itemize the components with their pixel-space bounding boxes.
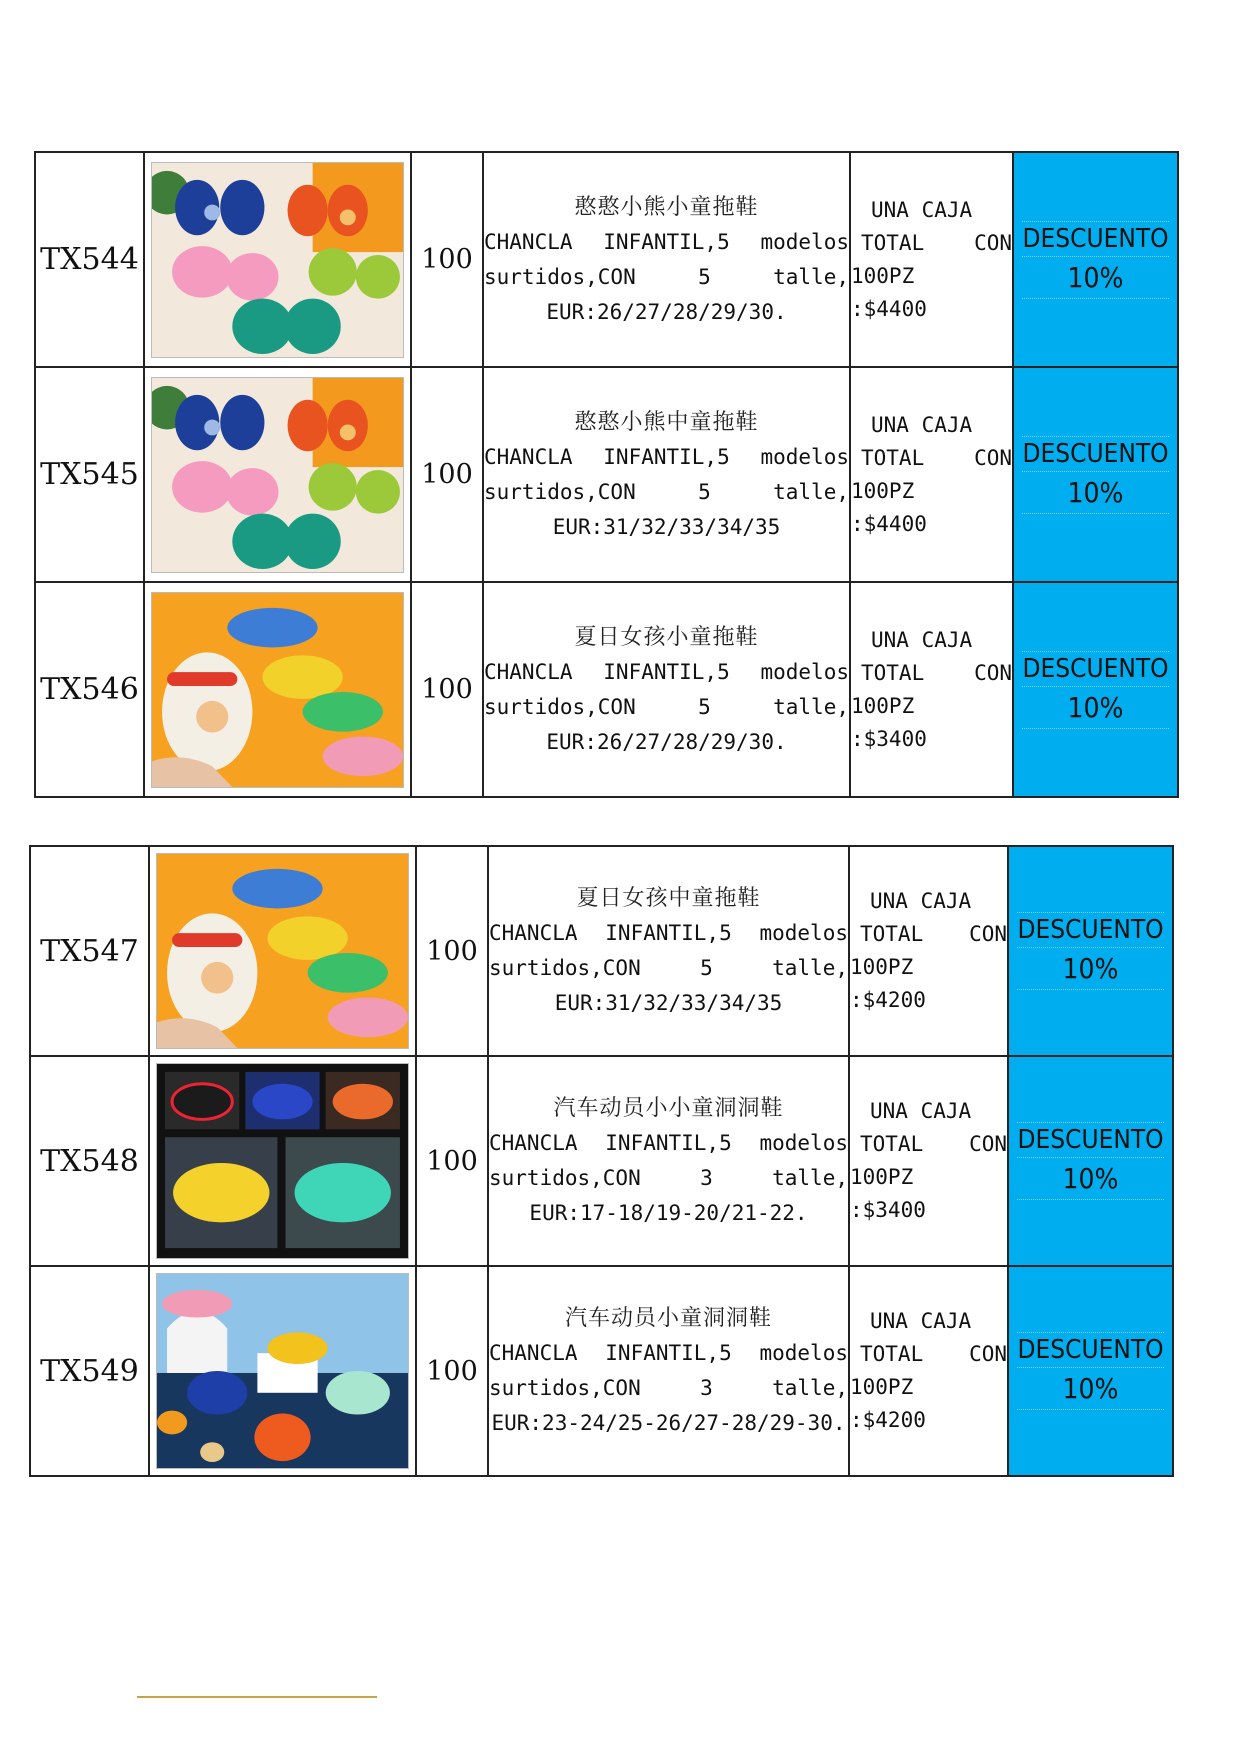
product-photo <box>151 162 404 358</box>
product-row <box>30 1056 1173 1266</box>
product-code: TX545 <box>35 367 144 582</box>
price-total-label: TOTAL <box>861 230 925 255</box>
price-amount: :$3400 <box>850 1198 926 1222</box>
product-code: TX546 <box>35 582 144 797</box>
price-line-total <box>850 1338 1007 1371</box>
price-line-total <box>850 1128 1007 1161</box>
product-row <box>35 152 1178 367</box>
product-image-cell <box>144 152 411 367</box>
price-line-qty: 100PZ <box>851 263 915 288</box>
discount-label: DESCUENTO <box>1022 222 1169 257</box>
product-description <box>488 1266 849 1476</box>
catalog-table-2 <box>29 845 1174 1477</box>
price-con-label: CON <box>969 1342 1007 1366</box>
price-info <box>850 582 1013 797</box>
product-description <box>483 582 850 797</box>
price-con-label: CON <box>969 922 1007 946</box>
product-photo <box>156 853 409 1049</box>
product-description <box>483 367 850 582</box>
product-image-cell <box>144 367 411 582</box>
price-line-total <box>851 227 1012 260</box>
product-image-cell <box>149 1056 416 1266</box>
discount-value: 10% <box>1067 690 1124 724</box>
product-row <box>35 582 1178 797</box>
product-photo <box>156 1273 409 1469</box>
discount-value: 10% <box>1067 260 1124 294</box>
price-line-qty: 100PZ <box>851 693 915 718</box>
discount-cell <box>1013 582 1178 797</box>
product-image-cell <box>149 846 416 1056</box>
product-code: TX547 <box>30 846 149 1056</box>
discount-label: DESCUENTO <box>1017 1123 1164 1158</box>
discount-label: DESCUENTO <box>1017 1333 1164 1368</box>
price-info <box>849 1266 1008 1476</box>
chinese-name: 汽车动员小童洞洞鞋 <box>564 1306 772 1331</box>
price-amount: :$4200 <box>850 1408 926 1432</box>
product-row <box>30 1266 1173 1476</box>
chinese-name: 夏日女孩小童拖鞋 <box>574 624 759 650</box>
chinese-name: 憨憨小熊中童拖鞋 <box>574 409 759 435</box>
chinese-name: 汽车动员小小童洞洞鞋 <box>553 1096 784 1121</box>
price-con-label: CON <box>969 1132 1007 1156</box>
discount-value: 10% <box>1067 475 1124 509</box>
spanish-description: CHANCLA INFANTIL,5 modelos surtidos,CON 5 talle, EUR:26/27/28/29/30. <box>484 659 849 754</box>
price-line-qty: 100PZ <box>850 1165 914 1189</box>
discount-label: DESCUENTO <box>1017 913 1164 948</box>
discount-cell <box>1008 846 1173 1056</box>
price-amount: :$4400 <box>851 296 927 321</box>
spanish-description: CHANCLA INFANTIL,5 modelos surtidos,CON 5 talle, EUR:31/32/33/34/35 <box>489 921 848 1015</box>
price-line-box: UNA CAJA <box>871 412 973 437</box>
price-con-label: CON <box>974 230 1012 255</box>
spanish-description: CHANCLA INFANTIL,5 modelos surtidos,CON 5 talle, EUR:26/27/28/29/30. <box>484 229 849 324</box>
product-code: TX544 <box>35 152 144 367</box>
price-amount: :$4200 <box>850 988 926 1012</box>
product-code: TX549 <box>30 1266 149 1476</box>
discount-value: 10% <box>1062 1162 1119 1195</box>
spanish-description: CHANCLA INFANTIL,5 modelos surtidos,CON 5 talle, EUR:31/32/33/34/35 <box>484 444 849 539</box>
product-description <box>488 846 849 1056</box>
product-row <box>30 846 1173 1056</box>
quantity: 100 <box>411 582 483 797</box>
product-code: TX548 <box>30 1056 149 1266</box>
quantity: 100 <box>411 152 483 367</box>
footer-divider <box>137 1696 377 1698</box>
spanish-description: CHANCLA INFANTIL,5 modelos surtidos,CON 3 talle, EUR:23-24/25-26/27-28/29-30. <box>489 1341 848 1435</box>
price-line-total <box>851 657 1012 690</box>
price-line-box: UNA CAJA <box>870 1309 972 1333</box>
quantity: 100 <box>416 1266 488 1476</box>
price-line-qty: 100PZ <box>850 1375 914 1399</box>
product-photo <box>156 1063 409 1259</box>
price-total-label: TOTAL <box>860 1132 924 1156</box>
spanish-description: CHANCLA INFANTIL,5 modelos surtidos,CON 3 talle, EUR:17-18/19-20/21-22. <box>489 1131 848 1225</box>
price-line-qty: 100PZ <box>850 955 914 979</box>
price-line-box: UNA CAJA <box>870 889 972 913</box>
price-con-label: CON <box>974 445 1012 470</box>
quantity: 100 <box>416 1056 488 1266</box>
price-total-label: TOTAL <box>861 445 925 470</box>
price-line-box: UNA CAJA <box>871 627 973 652</box>
product-image-cell <box>144 582 411 797</box>
price-total-label: TOTAL <box>861 660 925 685</box>
product-description <box>488 1056 849 1266</box>
discount-label: DESCUENTO <box>1022 437 1169 472</box>
price-info <box>850 152 1013 367</box>
price-info <box>849 1056 1008 1266</box>
discount-value: 10% <box>1062 1372 1119 1405</box>
price-info <box>850 367 1013 582</box>
chinese-name: 憨憨小熊小童拖鞋 <box>574 194 759 220</box>
discount-label: DESCUENTO <box>1022 652 1169 687</box>
price-line-box: UNA CAJA <box>870 1099 972 1123</box>
price-line-qty: 100PZ <box>851 478 915 503</box>
price-total-label: TOTAL <box>860 922 924 946</box>
price-line-total <box>851 442 1012 475</box>
price-total-label: TOTAL <box>860 1342 924 1366</box>
product-row <box>35 367 1178 582</box>
discount-cell <box>1008 1056 1173 1266</box>
discount-cell <box>1013 367 1178 582</box>
product-description <box>483 152 850 367</box>
price-info <box>849 846 1008 1056</box>
discount-cell <box>1008 1266 1173 1476</box>
discount-value: 10% <box>1062 952 1119 985</box>
price-con-label: CON <box>974 660 1012 685</box>
catalog-table-1 <box>34 151 1179 798</box>
product-image-cell <box>149 1266 416 1476</box>
price-line-total <box>850 918 1007 951</box>
price-line-box: UNA CAJA <box>871 197 973 222</box>
quantity: 100 <box>411 367 483 582</box>
price-amount: :$3400 <box>851 726 927 751</box>
product-photo <box>151 377 404 573</box>
discount-cell <box>1013 152 1178 367</box>
price-amount: :$4400 <box>851 511 927 536</box>
chinese-name: 夏日女孩中童拖鞋 <box>576 886 761 911</box>
product-photo <box>151 592 404 788</box>
quantity: 100 <box>416 846 488 1056</box>
